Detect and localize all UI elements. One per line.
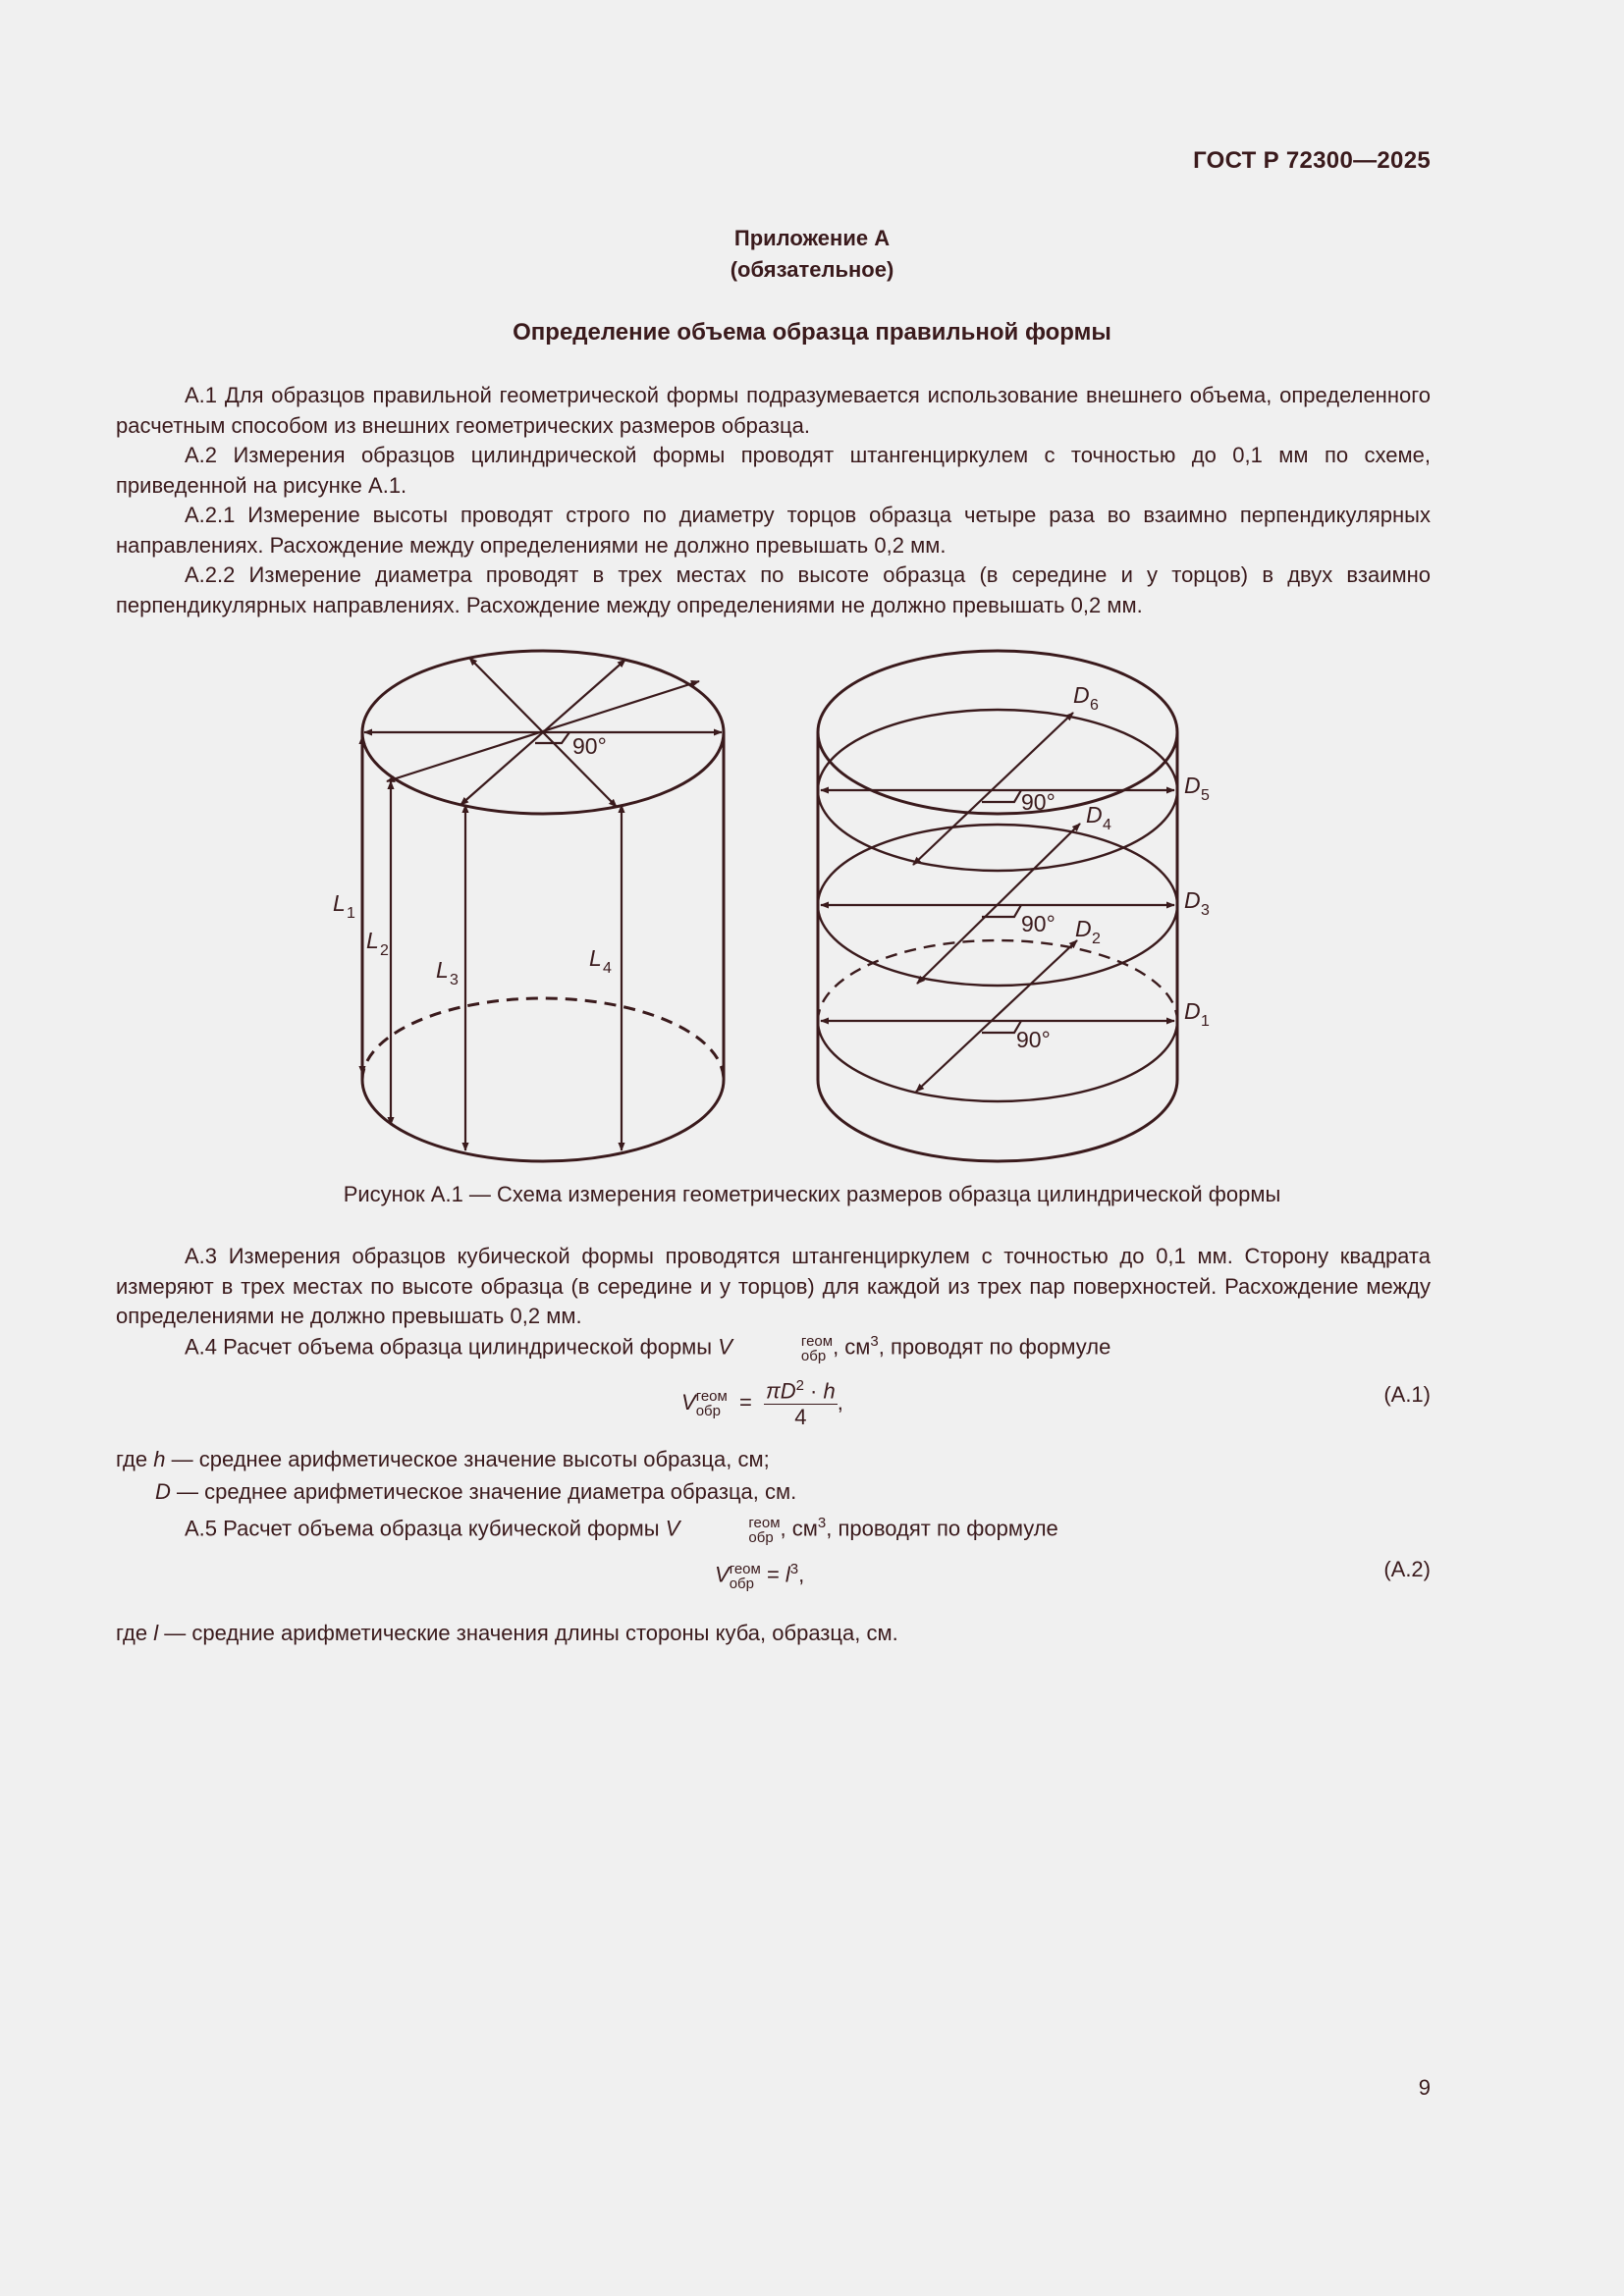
- section-ellipse-lower-back: [818, 940, 1177, 1021]
- a5-volume-symbol: V: [665, 1516, 680, 1541]
- a4-sup-geom: геом: [800, 1332, 834, 1350]
- formula-a2-sub-obr: обр: [729, 1575, 754, 1592]
- label-l4-index: 4: [603, 960, 612, 977]
- figure-caption: Рисунок А.1 — Схема измерения геометрических размеров образца цилиндрической формы: [343, 1182, 1281, 1206]
- a4-unit: см: [844, 1334, 871, 1360]
- where-d-symbol: D: [155, 1479, 171, 1504]
- formula-a1-numerator: [764, 1377, 838, 1405]
- formula-a2-v: V: [715, 1562, 730, 1587]
- section-ellipse-lower-upper: [818, 940, 1177, 1021]
- formula-a2-l: l: [785, 1562, 790, 1587]
- where-l-line: [116, 1621, 898, 1646]
- figure-cylinder-measurement: [0, 643, 1624, 1178]
- label-d6-index: 6: [1090, 697, 1099, 714]
- label-l4-letter: L: [589, 945, 602, 971]
- formula-a2-trail: ,: [798, 1562, 805, 1587]
- a5-unit: см: [791, 1516, 818, 1541]
- right-angle-mark-1: [982, 790, 1021, 802]
- label-l1-letter: L: [333, 890, 346, 916]
- appendix-title: Приложение А: [733, 226, 891, 250]
- paragraph-a3: А.3 Измерения образцов кубической формы проводятся штангенциркулем с точностью до 0,1 мм. Сторону квадрата измеряют в трех местах по высоте образца (в середине и у торцов) для каждой из трех пар поверхностей. Расхождение между определениями не должно превышать 0,2 мм.: [116, 1244, 1431, 1328]
- text-block-intro: [116, 381, 1431, 620]
- where-prefix-1: где: [116, 1447, 154, 1471]
- appendix-status: (обязательное): [730, 257, 894, 282]
- formula-a2-exp: 3: [789, 1561, 799, 1577]
- formula-a2-indices: [730, 1562, 761, 1591]
- page-number: 9: [1418, 2075, 1431, 2100]
- a4-volume-symbol: V: [718, 1334, 732, 1360]
- a4-sep: ,: [833, 1334, 845, 1360]
- right-bottom-front: [818, 1080, 1177, 1161]
- a4-text-pre: А.4 Расчет объема образца цилиндрической формы: [185, 1334, 719, 1360]
- right-angle-mark-3: [982, 1021, 1021, 1033]
- left-bottom-front: [362, 1080, 724, 1161]
- where-d-line: [155, 1479, 796, 1505]
- a5-sep: ,: [780, 1516, 792, 1541]
- formula-a1-number: (А.1): [1383, 1382, 1431, 1407]
- paragraph-a5: [116, 1509, 1431, 1545]
- text-block-a3: [116, 1242, 1431, 1332]
- label-l3-letter: L: [436, 957, 449, 983]
- paragraph-a4: [116, 1327, 1431, 1363]
- formula-a1-dot: ·: [803, 1378, 824, 1404]
- label-d2-index: 2: [1092, 931, 1101, 947]
- label-l2-index: 2: [380, 942, 389, 959]
- label-l2-letter: L: [366, 928, 379, 953]
- formula-a1-v: V: [681, 1389, 696, 1415]
- paragraph-a2-1: А.2.1 Измерение высоты проводят строго по диаметру торцов образца четыре раза во взаимно перпендикулярных направлениях. Расхождение между определениями не должно превышать 0,2 мм.: [116, 503, 1431, 558]
- angle-label-left: 90°: [572, 733, 607, 759]
- angle-label-middle: 90°: [1021, 911, 1056, 936]
- a4-unit-exp: 3: [870, 1333, 879, 1350]
- label-d3-index: 3: [1201, 902, 1210, 919]
- formula-a1-eq: =: [738, 1389, 752, 1415]
- formula-a1-d: D: [780, 1378, 796, 1404]
- label-d1-index: 1: [1201, 1013, 1210, 1030]
- where-prefix-2: где: [116, 1621, 154, 1645]
- label-d3-letter: D: [1184, 887, 1201, 913]
- formula-a1-denominator: 4: [794, 1405, 807, 1430]
- a5-text-pre: А.5 Расчет объема образца кубической формы: [185, 1516, 666, 1541]
- label-d6-letter: D: [1073, 682, 1090, 708]
- angle-label-lower: 90°: [1016, 1027, 1051, 1052]
- a5-text-post: , проводят по формуле: [826, 1516, 1058, 1541]
- where-l-text: — средние арифметические значения длины стороны куба, образца, см.: [158, 1621, 898, 1645]
- a5-sup-geom: геом: [748, 1514, 781, 1531]
- a5-volume-indices: [679, 1516, 780, 1545]
- where-d-text: — среднее арифметическое значение диаметра образца, см.: [170, 1479, 797, 1504]
- formula-a2-eq: =: [760, 1562, 785, 1587]
- where-h-symbol: h: [153, 1447, 166, 1471]
- where-h-line: [116, 1447, 770, 1472]
- a4-text-post: , проводят по формуле: [878, 1334, 1111, 1360]
- label-d1-letter: D: [1184, 998, 1201, 1024]
- label-l1-index: 1: [347, 905, 355, 922]
- formula-a1-pi: π: [765, 1378, 781, 1404]
- label-d2-letter: D: [1075, 916, 1092, 941]
- a5-sub-obr: обр: [748, 1528, 774, 1546]
- a4-sub-obr: обр: [800, 1347, 827, 1364]
- where-l-symbol: l: [153, 1621, 159, 1645]
- label-l3-index: 3: [450, 972, 459, 988]
- angle-label-upper: 90°: [1021, 789, 1056, 815]
- formula-a1-indices: [696, 1389, 728, 1418]
- a5-unit-exp: 3: [817, 1515, 827, 1531]
- label-d4-letter: D: [1086, 802, 1103, 828]
- label-d5-index: 5: [1201, 787, 1210, 804]
- formula-a1: [681, 1377, 843, 1430]
- formula-a2-number: (А.2): [1383, 1557, 1431, 1581]
- a4-volume-indices: [732, 1334, 833, 1363]
- paragraph-a2-2: А.2.2 Измерение диаметра проводят в трех местах по высоте образца (в середине и у торцов) в двух взаимно перпендикулярных направлениях. Расхождение между определениями не должно превышать 0,2 мм.: [116, 562, 1431, 617]
- paragraph-a1: А.1 Для образцов правильной геометрической формы подразумевается использование внешнего объема, определенного расчетным способом из внешних геометрических размеров образца.: [116, 383, 1431, 438]
- label-d5-letter: D: [1184, 773, 1201, 798]
- formula-a2: [715, 1561, 804, 1591]
- left-bottom-back-dashed: [362, 998, 724, 1080]
- document-number: ГОСТ Р 72300—2025: [1193, 147, 1431, 174]
- section-title: Определение объема образца правильной формы: [513, 319, 1111, 346]
- label-d4-index: 4: [1103, 817, 1111, 833]
- formula-a1-exp: 2: [795, 1377, 804, 1394]
- paragraph-a2: А.2 Измерения образцов цилиндрической формы проводят штангенциркулем с точностью до 0,1 мм по схеме, приведенной на рисунке А.1.: [116, 443, 1431, 498]
- diameter-d2-line: [916, 940, 1077, 1092]
- formula-a1-trail: ,: [837, 1389, 843, 1415]
- formula-a1-sup-geom: геом: [695, 1388, 728, 1406]
- formula-a1-sub-obr: обр: [695, 1403, 721, 1420]
- formula-a1-fraction: [764, 1377, 838, 1430]
- formula-a1-h: h: [823, 1378, 836, 1404]
- formula-a2-sup-geom: геом: [729, 1560, 761, 1577]
- where-h-text: — среднее арифметическое значение высоты образца, см;: [165, 1447, 770, 1471]
